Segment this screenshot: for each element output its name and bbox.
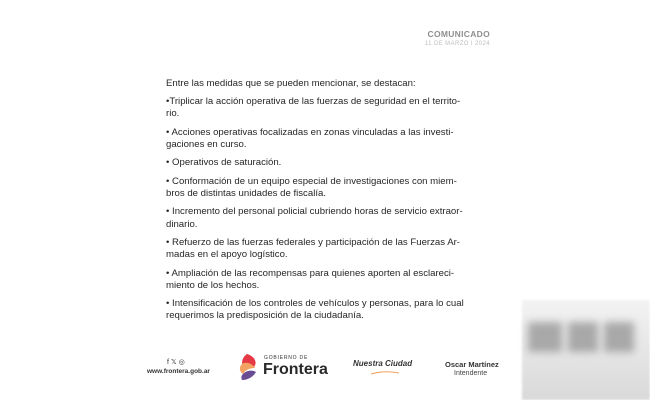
document-date: 11 DE MARZO I 2024 <box>424 41 490 47</box>
gov-label-big: Frontera <box>263 361 328 378</box>
document-body <box>166 78 496 329</box>
list-item: • Acciones operativas focalizadas en zonas vinculadas a las investi- gaciones en curso. <box>166 126 454 150</box>
frontera-logo-icon <box>234 352 260 382</box>
slogan-underline-icon <box>370 370 400 376</box>
facebook-icon[interactable]: f <box>167 359 171 366</box>
list-item: • Conformación de un equipo especial de investigaciones con miem- bros de distintas unidades de fiscalía. <box>166 175 457 199</box>
list-item: •Triplicar la acción operativa de las fuerzas de seguridad en el territo- rio. <box>166 96 461 120</box>
list-item: • Operativos de saturación. <box>166 157 282 169</box>
intro-paragraph: Entre las medidas que se pueden mencionar, se destacan: <box>166 78 416 89</box>
list-item: • Incremento del personal policial cubriendo horas de servicio extraor- dinario. <box>166 206 463 230</box>
list-item: • Refuerzo de las fuerzas federales y participación de las Fuerzas Ar- madas en el apoyo logístico. <box>166 236 460 261</box>
list-item: • Intensificación de los controles de vehículos y personas, para lo cual requerimos la predisposición de la ciudadanía. <box>166 298 464 322</box>
mayor-role: Intendente <box>454 370 488 377</box>
document-title: COMUNICADO <box>427 29 490 39</box>
x-icon[interactable]: 𝕏 <box>170 359 179 366</box>
city-slogan: Nuestra Ciudad <box>353 359 413 368</box>
gov-label-small: GOBIERNO DE <box>264 355 309 361</box>
website-link[interactable]: www.frontera.gob.ar <box>147 368 210 375</box>
social-links <box>167 358 187 366</box>
instagram-icon[interactable]: ◎ <box>178 359 187 366</box>
document-footer <box>0 352 650 400</box>
mayor-name: Oscar Martínez <box>445 360 499 369</box>
list-item: • Ampliación de las recompensas para quienes aporten al esclareci- miento de los hechos. <box>166 267 455 291</box>
